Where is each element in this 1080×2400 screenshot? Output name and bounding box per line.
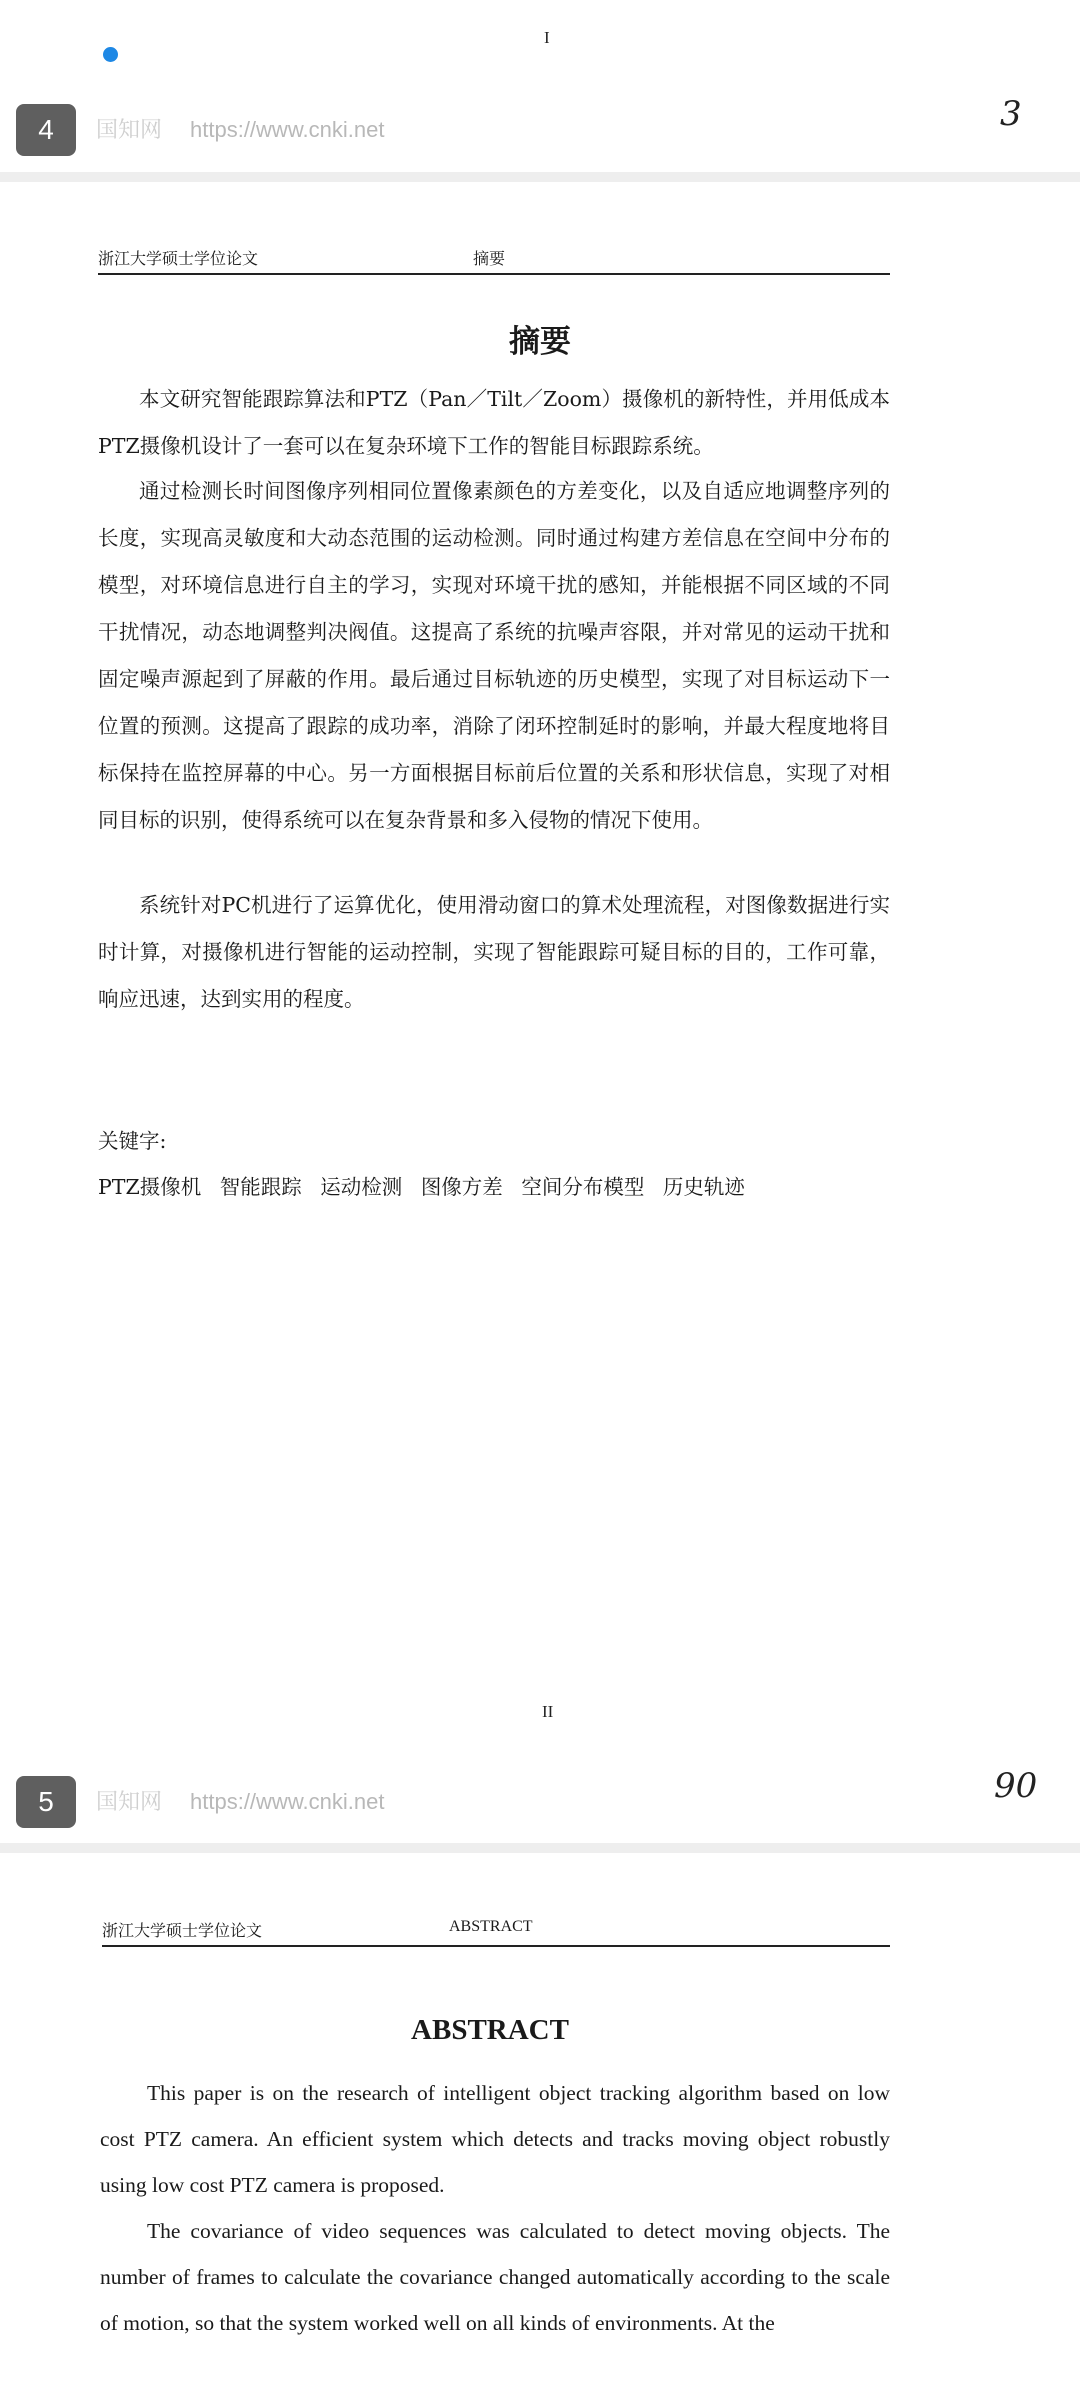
abstract-cn-paragraph-2: 通过检测长时间图像序列相同位置像素颜色的方差变化，以及自适应地调整序列的长度，实现高灵敏度和大动态范围的运动检测。同时通过构建方差信息在空间中分布的模型，对环境信息进行自主的学习，实现对环境干扰的感知，并能根据不同区域的不同干扰情况，动态地调整判决阀值。这提高了系统的抗噪声容限，并对常见的运动干扰和固定噪声源起到了屏蔽的作用。最后通过目标轨迹的历史模型，实现了对目标运动下一位置的预测。这提高了跟踪的成功率，消除了闭环控制延时的影响，并最大程度地将目标保持在监控屏幕的中心。另一方面根据目标前后位置的关系和形状信息，实现了对相同目标的识别，使得系统可以在复杂背景和多入侵物的情况下使用。 (98, 479, 890, 832)
keyword: 历史轨迹 (662, 1175, 745, 1199)
page-title-cn: 摘要 (509, 324, 571, 360)
keyword: 运动检测 (320, 1175, 403, 1199)
watermark-brand: 国知网 (96, 1789, 163, 1814)
abstract-en-paragraph-1: This paper is on the research of intelligent object tracking algorithm based on low cost PTZ camera. An efficient system which detects and tracks moving object robustly using low cost PTZ camera is proposed. (100, 2081, 890, 2197)
page-number-top: I (544, 28, 550, 47)
abstract-cn-paragraph-3: 系统针对PC机进行了运算优化，使用滑动窗口的算术处理流程，对图像数据进行实时计算，对摄像机进行智能的运动控制，实现了智能跟踪可疑目标的目的，工作可靠，响应迅速，达到实用的程度。 (98, 893, 890, 1011)
running-head-right: ABSTRACT (449, 1918, 533, 1935)
keyword: 空间分布模型 (521, 1175, 645, 1199)
running-head-right: 摘要 (473, 249, 506, 268)
keyword: PTZ摄像机 (98, 1175, 202, 1199)
watermark-url: https://www.cnki.net (190, 1789, 385, 1814)
handwritten-mark-page-5: 90 (994, 1766, 1038, 1806)
page-badge-5[interactable]: 5 (16, 1776, 76, 1828)
page-badge-4[interactable]: 4 (16, 104, 76, 156)
page-number-cn: II (542, 1702, 554, 1721)
running-head-cn (98, 246, 890, 275)
handwritten-mark-page-4: 3 (1000, 94, 1022, 134)
keyword: 图像方差 (420, 1175, 503, 1199)
keywords-label: 关键字: (98, 1129, 167, 1153)
running-head-en (102, 1918, 890, 1947)
watermark-brand: 国知网 (96, 117, 163, 142)
abstract-cn-paragraph-1: 本文研究智能跟踪算法和PTZ（Pan／Tilt／Zoom）摄像机的新特性，并用低成本PTZ摄像机设计了一套可以在复杂环境下工作的智能目标跟踪系统。 (98, 387, 890, 458)
watermark-page-5 (96, 1785, 384, 1816)
keyword: 智能跟踪 (219, 1175, 302, 1199)
page-gap (0, 172, 1080, 182)
running-head-left: 浙江大学硕士学位论文 (98, 249, 259, 268)
watermark-page-4 (96, 113, 384, 144)
watermark-url: https://www.cnki.net (190, 117, 385, 142)
page-gap (0, 1843, 1080, 1853)
keywords-list (98, 1170, 757, 1200)
abstract-en-paragraph-2: The covariance of video sequences was calculated to detect moving objects. The number of frames to calculate the covariance changed automatically according to the scale of motion, so that the system worked well on all kinds of environments. At the (100, 2219, 890, 2335)
active-indicator-dot (103, 47, 118, 62)
page-title-en: ABSTRACT (411, 2014, 569, 2046)
running-head-left: 浙江大学硕士学位论文 (102, 1921, 263, 1940)
